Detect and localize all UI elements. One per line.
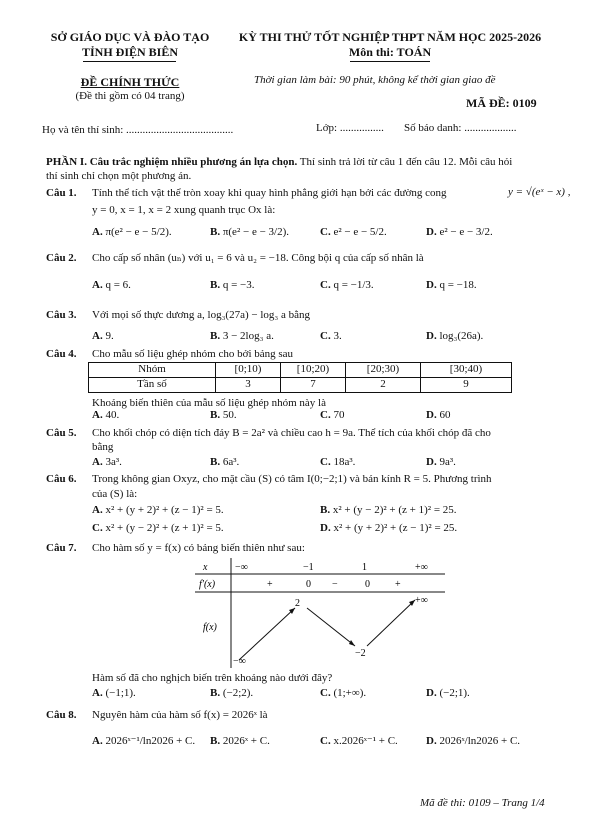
q8-option-c[interactable]: C. x.2026ˣ⁻¹ + C. xyxy=(320,735,398,747)
table-row xyxy=(89,378,512,393)
q8-option-b[interactable]: B. 2026ˣ + C. xyxy=(210,735,270,747)
page-footer: Mã đề thi: 0109 – Trang 1/4 xyxy=(420,797,545,809)
header-rule-left xyxy=(83,61,176,62)
pages-note: (Đề thi gồm có 04 trang) xyxy=(75,90,185,102)
q4-stem-2: Khoảng biến thiên của mẫu số liệu ghép nhóm này là xyxy=(92,397,326,409)
q4-option-b[interactable]: B. 50. xyxy=(210,409,237,421)
part1-heading: PHẦN I. Câu trắc nghiệm nhiều phương án lựa chọn. xyxy=(46,156,298,168)
table-cell: [20;30) xyxy=(346,363,421,378)
table-cell: 2 xyxy=(346,378,421,393)
table-cell: [30;40) xyxy=(421,363,512,378)
q3-label: Câu 3. xyxy=(46,309,77,321)
bbt-arrowhead-2 xyxy=(349,640,355,646)
bbt-sign: 0 xyxy=(306,579,311,590)
q7-label: Câu 7. xyxy=(46,542,77,554)
q8-label: Câu 8. xyxy=(46,709,77,721)
table-cell: [10;20) xyxy=(281,363,346,378)
bbt-f-label: f(x) xyxy=(203,622,217,633)
table-cell: [0;10) xyxy=(216,363,281,378)
bbt-sign: + xyxy=(267,579,273,590)
q5-option-b[interactable]: B. 6a³. xyxy=(210,456,240,468)
q8-option-a[interactable]: A. 2026ˣ⁻¹/ln2026 + C. xyxy=(92,735,196,747)
q8-option-d[interactable]: D. 2026ˣ/ln2026 + C. xyxy=(426,735,521,747)
bbt-sign: + xyxy=(395,579,401,590)
q6-option-b[interactable]: B. x² + (y − 2)² + (z + 1)² = 25. xyxy=(320,504,457,516)
q3-option-a[interactable]: A. 9. xyxy=(92,330,114,342)
bbt-sign: − xyxy=(332,579,338,590)
q3-option-d[interactable]: D. log₃(26a). xyxy=(426,330,484,342)
q5-label: Câu 5. xyxy=(46,427,77,439)
q1-formula: y = √(eˣ − x) , xyxy=(508,186,571,198)
q4-label: Câu 4. xyxy=(46,348,77,360)
bbt-arrow-up-2 xyxy=(367,600,415,646)
q7-stem-2: Hàm số đã cho nghịch biến trên khoảng nào dưới đây? xyxy=(92,672,333,684)
q7-option-c[interactable]: C. (1;+∞). xyxy=(320,687,367,699)
candidate-name-field: Họ và tên thí sinh: ....................................... xyxy=(42,124,234,136)
bbt-f-value: −2 xyxy=(355,648,366,659)
q4-option-c[interactable]: C. 70 xyxy=(320,409,345,421)
q5-option-d[interactable]: D. 9a³. xyxy=(426,456,456,468)
q1-option-a[interactable]: A. π(e² − e − 5/2). xyxy=(92,226,172,238)
q2-option-a[interactable]: A. q = 6. xyxy=(92,279,131,291)
bbt-sign: 0 xyxy=(365,579,370,590)
q2-label: Câu 2. xyxy=(46,252,77,264)
q3-stem: Với mọi số thực dương a, log₃(27a) − log₃ a bằng xyxy=(92,309,310,321)
q2-option-c[interactable]: C. q = −1/3. xyxy=(320,279,374,291)
bbt-x-label: x xyxy=(203,562,208,573)
bbt-arrow-down xyxy=(307,608,355,646)
bbt-fprime-label: f′(x) xyxy=(199,579,216,590)
q2-option-d[interactable]: D. q = −18. xyxy=(426,279,477,291)
bbt-x-value: +∞ xyxy=(415,562,428,573)
q1-stem-2: y = 0, x = 1, x = 2 xung quanh trục Ox là: xyxy=(92,204,276,216)
table-cell: Tần số xyxy=(89,378,216,393)
q5-option-c[interactable]: C. 18a³. xyxy=(320,456,356,468)
table-cell: 7 xyxy=(281,378,346,393)
q6-stem-2: của (S) là: xyxy=(92,488,138,500)
q7-option-d[interactable]: D. (−2;1). xyxy=(426,687,470,699)
q3-option-b[interactable]: B. 3 − 2log₃ a. xyxy=(210,330,274,342)
bbt-f-value: 2 xyxy=(295,598,300,609)
candidate-class-field: Lớp: ................ xyxy=(316,122,384,134)
exam-code: MÃ ĐỀ: 0109 xyxy=(466,96,537,110)
department-name: SỞ GIÁO DỤC VÀ ĐÀO TẠO xyxy=(50,30,210,44)
q3-option-c[interactable]: C. 3. xyxy=(320,330,342,342)
subject: Môn thi: TOÁN xyxy=(348,45,432,59)
candidate-id-field: Số báo danh: ................... xyxy=(404,122,517,134)
part1-heading-line xyxy=(46,156,512,170)
q4-option-a[interactable]: A. 40. xyxy=(92,409,120,421)
q1-option-d[interactable]: D. e² − e − 3/2. xyxy=(426,226,493,238)
bbt-f-value: +∞ xyxy=(415,595,428,606)
table-cell: Nhóm xyxy=(89,363,216,378)
q6-label: Câu 6. xyxy=(46,473,77,485)
part1-instruction-2: thí sinh chỉ chọn một phương án. xyxy=(46,170,192,182)
q7-option-b[interactable]: B. (−2;2). xyxy=(210,687,254,699)
q4-stem: Cho mẫu số liệu ghép nhóm cho bởi bảng sau xyxy=(92,348,294,360)
table-row xyxy=(89,363,512,378)
q6-option-c[interactable]: C. x² + (y − 2)² + (z + 1)² = 5. xyxy=(92,522,224,534)
q6-option-d[interactable]: D. x² + (y + 2)² + (z − 1)² = 25. xyxy=(320,522,458,534)
bbt-x-value: −∞ xyxy=(235,562,248,573)
q7-stem: Cho hàm số y = f(x) có bảng biến thiên như sau: xyxy=(92,542,305,554)
bbt-x-value: 1 xyxy=(362,562,367,573)
part1-instruction: Thí sinh trả lời từ câu 1 đến câu 12. Mỗi câu hỏi xyxy=(297,156,513,168)
q1-option-b[interactable]: B. π(e² − e − 3/2). xyxy=(210,226,289,238)
bbt-x-value: −1 xyxy=(303,562,314,573)
q1-label: Câu 1. xyxy=(46,187,77,199)
q5-stem-2: bằng xyxy=(92,441,114,453)
q1-stem: Tính thể tích vật thể tròn xoay khi quay hình phẳng giới hạn bởi các đường cong xyxy=(92,187,447,199)
exam-title: KỲ THI THỬ TỐT NGHIỆP THPT NĂM HỌC 2025-2026 xyxy=(238,30,542,44)
q6-stem: Trong không gian Oxyz, cho mặt cầu (S) có tâm I(0;−2;1) và bán kính R = 5. Phương trình xyxy=(92,473,492,485)
q8-stem: Nguyên hàm của hàm số f(x) = 2026ˣ là xyxy=(92,709,268,721)
province-name: TỈNH ĐIỆN BIÊN xyxy=(81,45,179,59)
time-note: Thời gian làm bài: 90 phút, không kể thời gian giao đề xyxy=(254,74,496,86)
header-rule-right xyxy=(350,61,430,62)
q2-stem: Cho cấp số nhân (uₙ) với u₁ = 6 và u₂ = −18. Công bội q của cấp số nhân là xyxy=(92,252,424,264)
official-label: ĐỀ CHÍNH THỨC xyxy=(80,75,180,89)
bbt-f-value: −∞ xyxy=(233,656,246,667)
q7-variation-table xyxy=(195,558,445,668)
q1-option-c[interactable]: C. e² − e − 5/2. xyxy=(320,226,387,238)
q6-option-a[interactable]: A. x² + (y + 2)² + (z − 1)² = 5. xyxy=(92,504,224,516)
table-cell: 9 xyxy=(421,378,512,393)
q5-stem: Cho khối chóp có diện tích đáy B = 2a² và chiều cao h = 9a. Thể tích của khối chóp đã cho xyxy=(92,427,491,439)
bbt-arrow-up-1 xyxy=(239,608,295,660)
q4-option-d[interactable]: D. 60 xyxy=(426,409,451,421)
q7-option-a[interactable]: A. (−1;1). xyxy=(92,687,136,699)
q4-frequency-table xyxy=(88,362,512,393)
table-cell: 3 xyxy=(216,378,281,393)
q5-option-a[interactable]: A. 3a³. xyxy=(92,456,122,468)
q2-option-b[interactable]: B. q = −3. xyxy=(210,279,255,291)
